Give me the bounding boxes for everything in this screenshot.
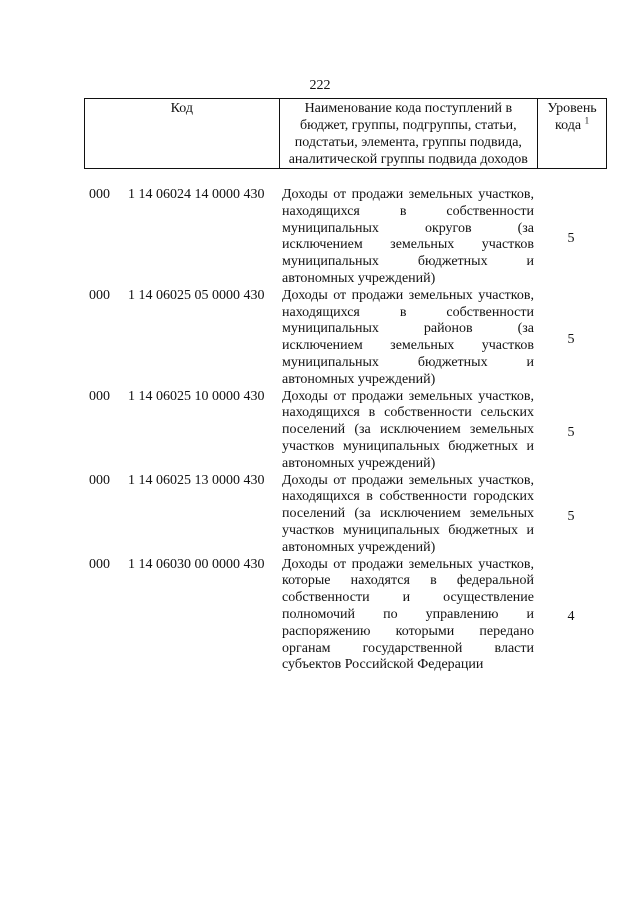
row-name-line: находящихся в собственности	[282, 203, 534, 219]
row-name-line: исключением земельных участков	[282, 237, 534, 253]
row-admin-code: 000	[89, 472, 110, 488]
table-row	[0, 557, 640, 675]
row-name-line: Доходы от продажи земельных участков,	[282, 388, 534, 404]
row-level: 5	[567, 508, 575, 524]
row-name-line: находящихся в собственности	[282, 304, 534, 320]
row-income-code: 1 14 06030 00 0000 430	[128, 556, 265, 572]
row-income-code: 1 14 06024 14 0000 430	[128, 187, 265, 202]
header-name-cell	[279, 99, 538, 169]
table-row	[0, 473, 640, 557]
row-name-line: поселений (за исключением земельных	[282, 422, 534, 438]
row-name-line: Доходы от продажи земельных участков,	[282, 287, 534, 303]
row-name-line: Доходы от продажи земельных участков,	[282, 472, 534, 488]
row-name-line: участков муниципальных бюджетных и	[282, 438, 534, 454]
row-admin-code: 000	[89, 187, 110, 202]
table-row	[0, 389, 640, 473]
header-code-cell	[85, 99, 280, 169]
row-name	[282, 187, 534, 288]
row-name-line: поселений (за исключением земельных	[282, 506, 534, 522]
header-level-label: Уровень	[547, 101, 597, 116]
row-name-line: субъектов Российской Федерации	[282, 657, 484, 673]
table-body	[0, 187, 640, 674]
row-name-line: автономных учреждений)	[282, 455, 436, 471]
row-name-line: исключением земельных участков	[282, 338, 534, 354]
row-name-line: находящихся в собственности сельских	[282, 405, 534, 421]
table-row	[0, 187, 640, 288]
row-name	[282, 473, 534, 557]
header-name-label: Наименование кода поступлений в бюджет, группы, подгруппы, статьи, подстатьи, элемента, группы подвида, аналитической группы подвида доходов	[288, 101, 528, 167]
row-name-line: автономных учреждений)	[282, 539, 436, 555]
row-income-code: 1 14 06025 10 0000 430	[128, 388, 265, 404]
header-code-label: Код	[170, 101, 193, 116]
row-level: 5	[567, 231, 575, 247]
row-name-line: участков муниципальных бюджетных и	[282, 522, 534, 538]
row-name-line: собственности и осуществление	[282, 590, 534, 606]
row-name-line: автономных учреждений)	[282, 371, 436, 387]
row-name	[282, 557, 534, 675]
header-level-cell	[538, 99, 607, 169]
row-name-line: которые находятся в федеральной	[282, 573, 534, 589]
row-name	[282, 288, 534, 389]
row-admin-code: 000	[89, 287, 110, 303]
row-income-code: 1 14 06025 05 0000 430	[128, 287, 265, 303]
row-name-line: муниципальных бюджетных и	[282, 354, 534, 370]
row-name-line: Доходы от продажи земельных участков,	[282, 556, 534, 572]
row-name-line: Доходы от продажи земельных участков,	[282, 187, 534, 202]
row-name-line: находящихся в собственности городских	[282, 489, 534, 505]
row-level: 4	[567, 609, 575, 625]
table-row	[0, 288, 640, 389]
row-name-line: распоряжению которыми передано	[282, 623, 534, 639]
row-name-line: полномочий по управлению и	[282, 606, 534, 622]
row-income-code: 1 14 06025 13 0000 430	[128, 472, 265, 488]
row-name-line: муниципальных бюджетных и	[282, 254, 534, 270]
row-level: 5	[567, 424, 575, 440]
row-name-line: муниципальных округов (за	[282, 220, 534, 236]
page-number: 222	[309, 78, 331, 93]
header-level-sub-label: кода	[555, 118, 582, 133]
row-level: 5	[567, 332, 575, 348]
table-header	[84, 98, 607, 169]
row-name-line: автономных учреждений)	[282, 270, 436, 286]
row-admin-code: 000	[89, 388, 110, 404]
header-level-footnote: 1	[584, 115, 590, 126]
row-name-line: органам государственной власти	[282, 640, 534, 656]
row-name	[282, 389, 534, 473]
row-admin-code: 000	[89, 556, 110, 572]
row-name-line: муниципальных районов (за	[282, 321, 534, 337]
